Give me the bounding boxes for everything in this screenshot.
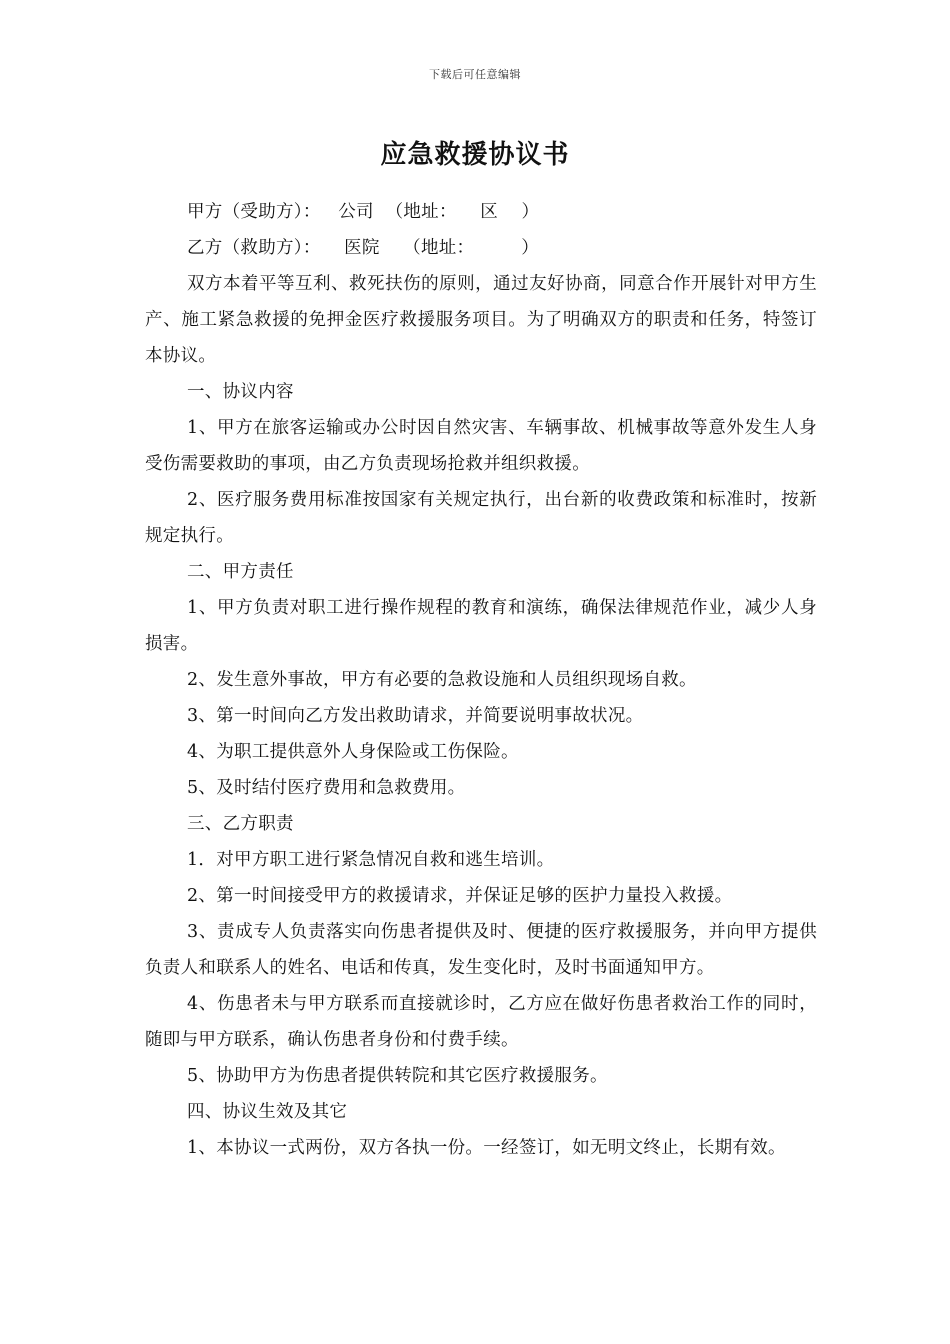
- intro-paragraph: 双方本着平等互利、救死扶伤的原则，通过友好协商，同意合作开展针对甲方生产、施工紧急救援的免押金医疗救援服务项目。为了明确双方的职责和任务，特签订本协议。: [145, 274, 817, 366]
- header-note: 下载后可任意编辑: [429, 68, 521, 81]
- clause: 1．对甲方职工进行紧急情况自救和逃生培训。: [187, 850, 555, 870]
- document-body: [145, 194, 817, 1166]
- clause: 2、第一时间接受甲方的救援请求，并保证足够的医护力量投入救援。: [187, 886, 733, 906]
- clause: 5、及时结付医疗费用和急救费用。: [187, 778, 466, 798]
- section-heading-party-a: 二、甲方责任: [187, 562, 294, 582]
- clause: 3、责成专人负责落实向伤患者提供及时、便捷的医疗救援服务，并向甲方提供负责人和联系人的姓名、电话和传真，发生变化时，及时书面通知甲方。: [145, 922, 817, 978]
- clause: 1、本协议一式两份，双方各执一份。一经签订，如无明文终止，长期有效。: [187, 1138, 786, 1158]
- clause: 5、协助甲方为伤患者提供转院和其它医疗救援服务。: [187, 1066, 608, 1086]
- section-heading-content: 一、协议内容: [187, 382, 294, 402]
- party-a-text: 甲方（受助方）： 公司 （地址： 区 ）: [187, 202, 540, 222]
- clause: 4、为职工提供意外人身保险或工伤保险。: [187, 742, 519, 762]
- section-heading-effect: 四、协议生效及其它: [187, 1102, 348, 1122]
- clause: 1、甲方在旅客运输或办公时因自然灾害、车辆事故、机械事故等意外发生人身受伤需要救助的事项，由乙方负责现场抢救并组织救援。: [145, 418, 817, 474]
- document-title: 应急救援协议书: [380, 140, 570, 170]
- clause: 3、第一时间向乙方发出救助请求，并简要说明事故状况。: [187, 706, 644, 726]
- party-b-text: 乙方（救助方）： 医院 （地址： ）: [187, 238, 540, 258]
- clause: 2、医疗服务费用标准按国家有关规定执行，出台新的收费政策和标准时，按新规定执行。: [145, 490, 817, 546]
- party-b-line: [145, 230, 817, 266]
- clause: 1、甲方负责对职工进行操作规程的教育和演练，确保法律规范作业，减少人身损害。: [145, 598, 817, 654]
- party-a-line: [145, 194, 817, 230]
- section-heading-party-b: 三、乙方职责: [187, 814, 294, 834]
- clause: 2、发生意外事故，甲方有必要的急救设施和人员组织现场自救。: [187, 670, 697, 690]
- clause: 4、伤患者未与甲方联系而直接就诊时，乙方应在做好伤患者救治工作的同时，随即与甲方联系，确认伤患者身份和付费手续。: [145, 994, 817, 1050]
